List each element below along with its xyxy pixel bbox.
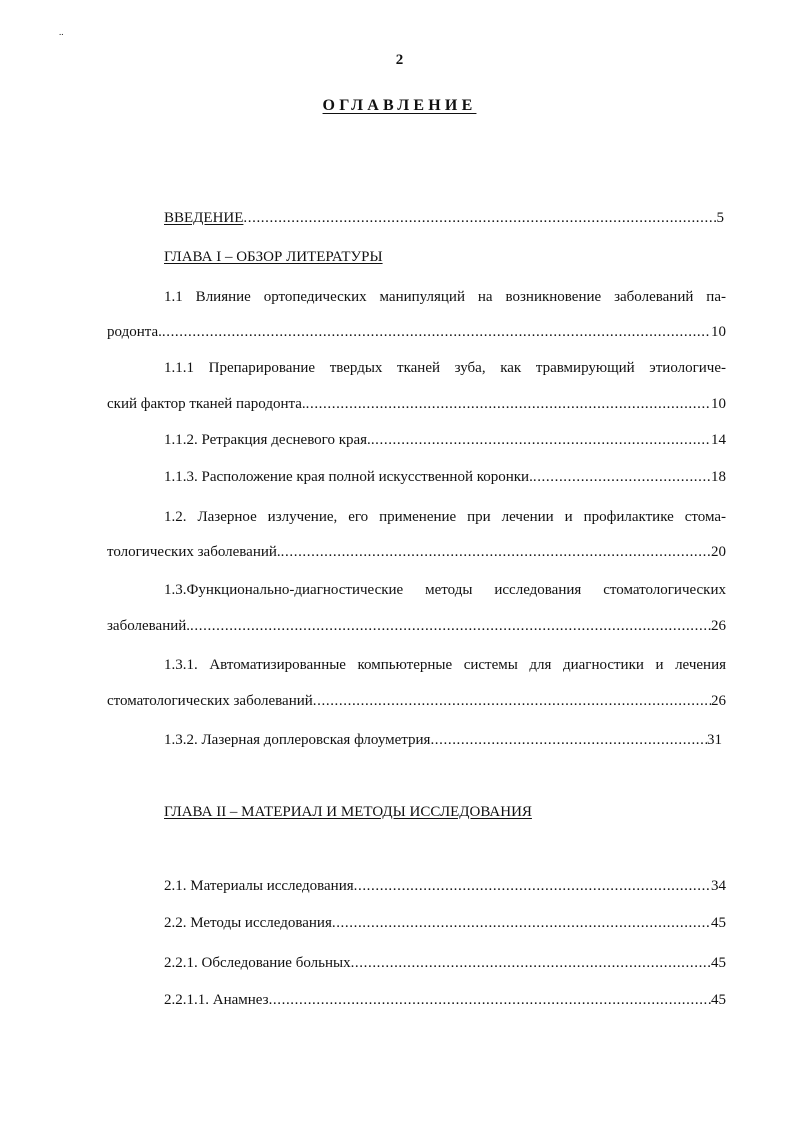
toc-entry-text: 1.1.2. Ретракция десневого края. bbox=[164, 432, 371, 448]
toc-leader bbox=[281, 542, 711, 562]
toc-page-number: 26 bbox=[711, 693, 726, 709]
toc-entry-1-3-1-line1: 1.3.1. Автоматизированные компьютерные системы для диагностики и лечения bbox=[164, 657, 726, 673]
toc-entry-text: 1.3.2. Лазерная доплеровская флоуметрия bbox=[164, 732, 431, 748]
toc-entry-1-1[interactable] bbox=[107, 322, 726, 342]
toc-entry-1-1-line1: 1.1 Влияние ортопедических манипуляций на возникновение заболеваний па- bbox=[164, 289, 726, 305]
toc-entry-2-2[interactable] bbox=[164, 913, 726, 933]
toc-entry-intro[interactable] bbox=[164, 208, 724, 228]
toc-entry-text: заболеваний. bbox=[107, 618, 191, 634]
toc-entry-1-3-line1: 1.3.Функционально-диагностические методы исследования стоматологических bbox=[164, 582, 726, 598]
toc-entry-1-3[interactable] bbox=[107, 616, 726, 636]
toc-page-number: 34 bbox=[711, 878, 726, 894]
toc-chapter-1-heading[interactable]: ГЛАВА I – ОБЗОР ЛИТЕРАТУРЫ bbox=[164, 249, 383, 265]
toc-entry-1-1-3[interactable] bbox=[164, 467, 726, 487]
page-number: 2 bbox=[395, 52, 404, 68]
toc-leader bbox=[332, 913, 711, 933]
toc-page-number: 20 bbox=[711, 544, 726, 560]
toc-page-number: 45 bbox=[711, 915, 726, 931]
toc-leader bbox=[351, 953, 711, 973]
toc-entry-2-2-1-1[interactable] bbox=[164, 990, 726, 1010]
toc-entry-2-1[interactable] bbox=[164, 876, 726, 896]
toc-entry-1-1-1-line1: 1.1.1 Препарирование твердых тканей зуба, как травмирующий этиологиче- bbox=[164, 360, 726, 376]
toc-entry-2-2-1[interactable] bbox=[164, 953, 726, 973]
toc-page-number: 18 bbox=[711, 469, 726, 485]
toc-entry-1-3-2[interactable] bbox=[164, 730, 722, 750]
toc-entry-text: родонта. bbox=[107, 324, 162, 340]
toc-leader bbox=[306, 394, 711, 414]
toc-entry-1-3-1[interactable] bbox=[107, 691, 726, 711]
toc-leader bbox=[533, 467, 711, 487]
toc-entry-text: тологических заболеваний. bbox=[107, 544, 281, 560]
toc-entry-text: 2.2. Методы исследования bbox=[164, 915, 332, 931]
toc-leader bbox=[430, 730, 707, 750]
page-title: ОГЛАВЛЕНИЕ bbox=[322, 97, 477, 114]
toc-page-number: 31 bbox=[707, 732, 722, 748]
toc-page-number: 14 bbox=[711, 432, 726, 448]
toc-page-number: 10 bbox=[711, 324, 726, 340]
toc-page-number: 45 bbox=[711, 992, 726, 1008]
toc-entry-text: стоматологических заболеваний bbox=[107, 693, 313, 709]
toc-entry-1-2[interactable] bbox=[107, 542, 726, 562]
toc-entry-text: ский фактор тканей пародонта. bbox=[107, 396, 306, 412]
toc-page-number: 45 bbox=[711, 955, 726, 971]
toc-chapter-2-heading[interactable]: ГЛАВА II – МАТЕРИАЛ И МЕТОДЫ ИССЛЕДОВАНИЯ bbox=[164, 804, 532, 820]
toc-entry-text: 2.1. Материалы исследования bbox=[164, 878, 354, 894]
toc-entry-text: 2.2.1.1. Анамнез bbox=[164, 992, 269, 1008]
toc-leader bbox=[371, 430, 711, 450]
toc-leader bbox=[243, 208, 716, 228]
toc-page-number: 26 bbox=[711, 618, 726, 634]
toc-page-number: 10 bbox=[711, 396, 726, 412]
toc-entry-text: 1.1.3. Расположение края полной искусственной коронки. bbox=[164, 469, 533, 485]
corner-mark: .. bbox=[59, 27, 64, 37]
toc-entry-1-2-line1: 1.2. Лазерное излучение, его применение при лечении и профилактике стома- bbox=[164, 509, 726, 525]
toc-leader bbox=[354, 876, 711, 896]
toc-entry-1-1-2[interactable] bbox=[164, 430, 726, 450]
toc-leader bbox=[190, 616, 711, 636]
toc-entry-1-1-1[interactable] bbox=[107, 394, 726, 414]
toc-entry-text[interactable]: ВВЕДЕНИЕ bbox=[164, 210, 244, 226]
toc-page-number: 5 bbox=[716, 210, 724, 226]
toc-leader bbox=[162, 322, 711, 342]
toc-leader bbox=[269, 990, 711, 1010]
toc-leader bbox=[313, 691, 711, 711]
toc-entry-text: 2.2.1. Обследование больных bbox=[164, 955, 351, 971]
